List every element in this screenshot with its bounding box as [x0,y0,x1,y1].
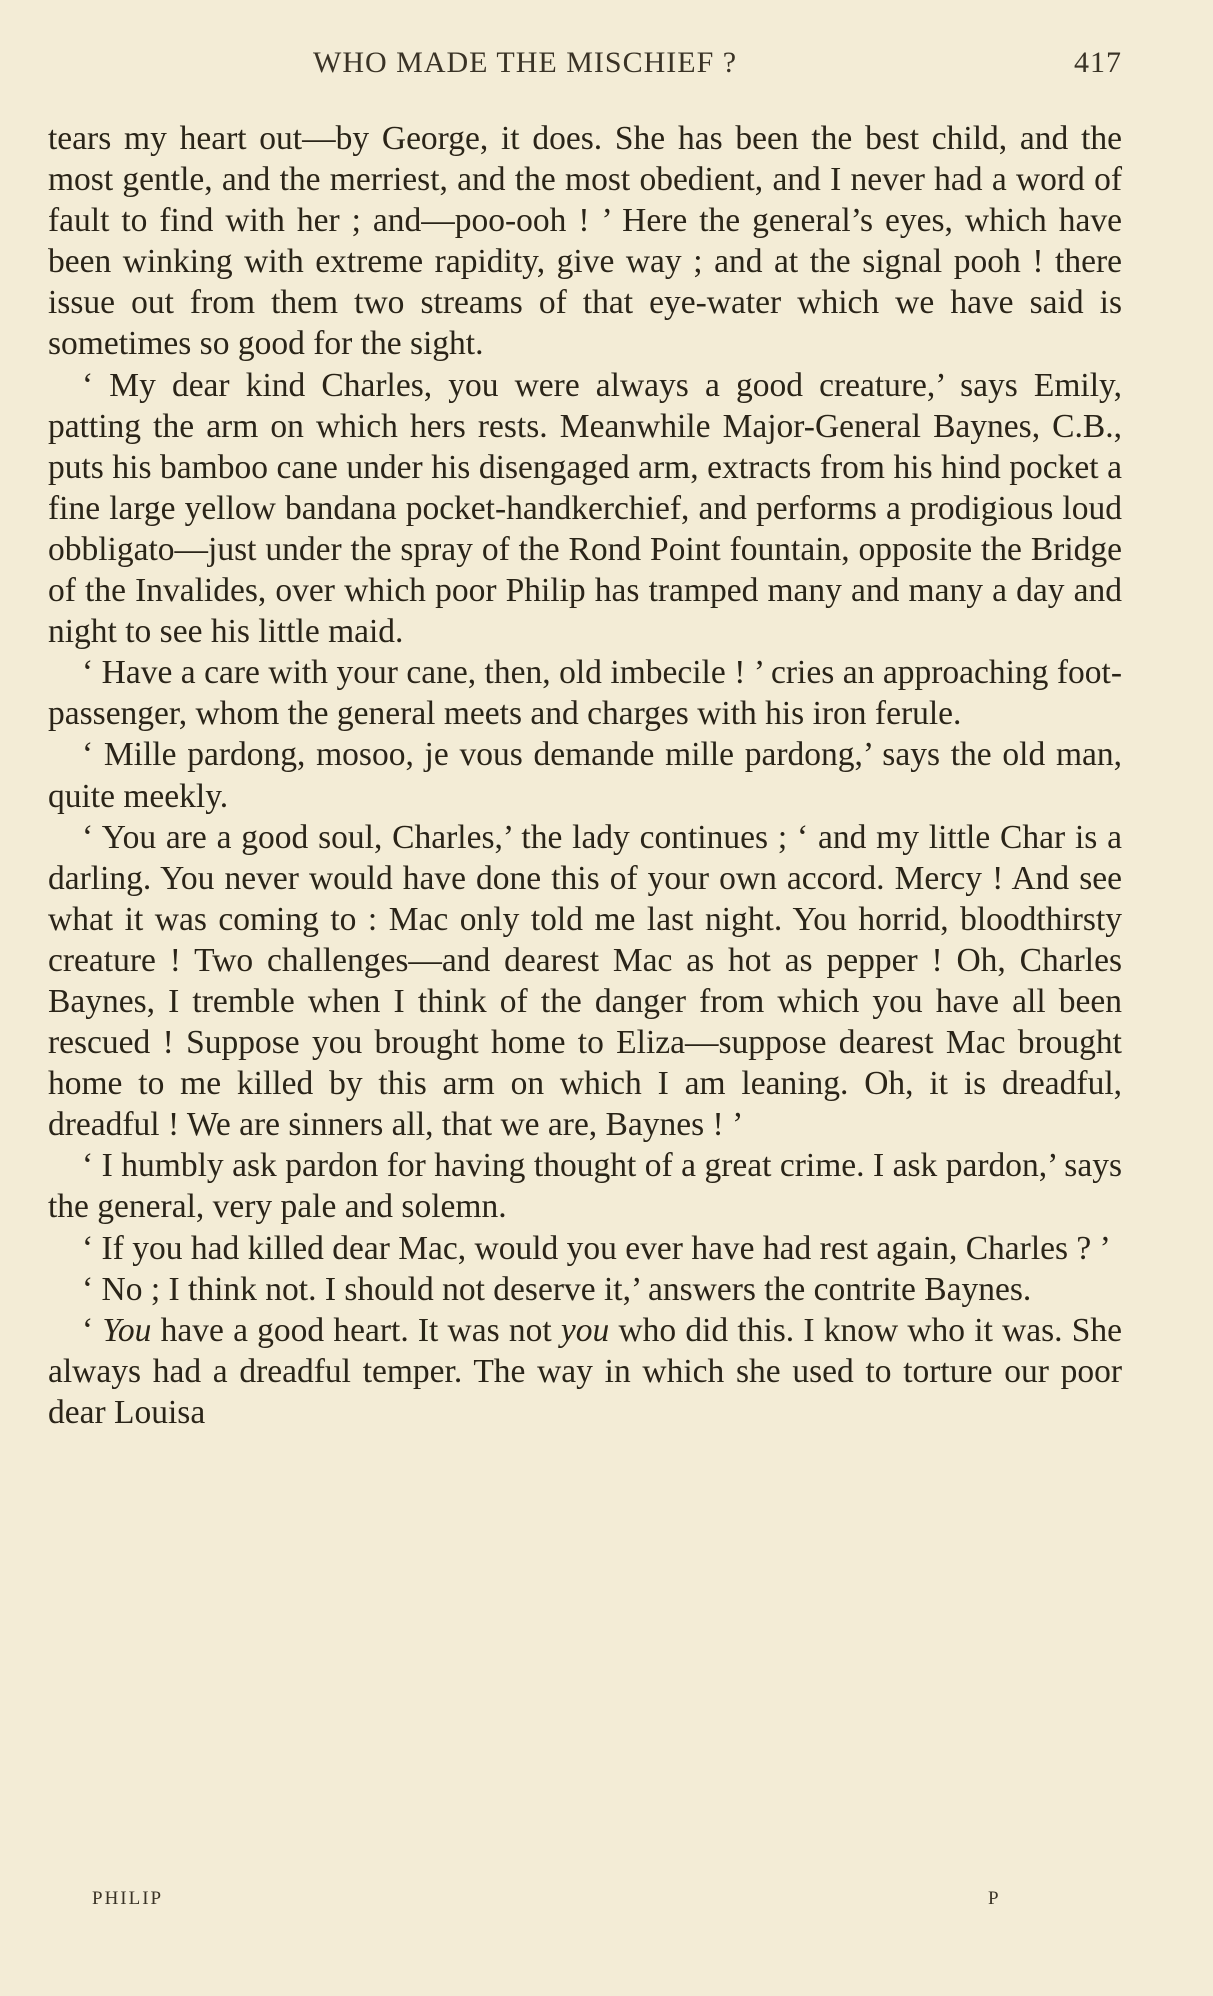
running-title: WHO MADE THE MISCHIEF ? [313,46,738,79]
text-run: ‘ If you had killed dear Mac, would you ever have had rest again, Charles ? ’ [82,1229,1111,1267]
text-run: ‘ Have a care with your cane, then, old imbecile ! ’ cries an approaching foot-passenger, whom the general meets and charges with his iron ferule. [48,654,1122,733]
text-run: ‘ My dear kind Charles, you were always a good creature,’ says Emily, patting the arm on which hers rests. Meanwhile Major-General Baynes, C.B., puts his bamboo cane under his disengaged arm, extracts from his hind pocket a fine large yellow bandana pocket-handkerchief, and performs a prodigious loud obbligato—just under the spray of the Rond Point fountain, opposite the Bridge of the Invalides, over which poor Philip has tramped many and many a day and night to see his little maid. [48,366,1122,651]
text-run: ‘ Mille pardong, mosoo, je vous demande mille pardong,’ says the old man, quite meekly. [48,736,1122,815]
text-run: ‘ [82,1311,103,1349]
page-footer [48,1888,1122,1918]
signature-mark-left: PHILIP [92,1888,164,1909]
paragraph [48,1228,1122,1269]
paragraph [48,1269,1122,1310]
text-run: ‘ No ; I think not. I should not deserve it,’ answers the contrite Baynes. [82,1270,1032,1308]
text-run: tears my heart out—by George, it does. She has been the best child, and the most gentle, and the merriest, and the most obedient, and I never had a word of fault to find with her ; and—poo-ooh ! ’ Here the general’s eyes, which have been winking with extreme rapidity, give way ; and at the signal pooh ! there issue out from them two streams of that eye-water which we have said is sometimes so good for the sight. [48,120,1122,363]
paragraph [48,1145,1122,1227]
text-run: who did this. I know who it was. She always had a dreadful temper. The way in which she used to torture our poor dear Louisa [48,1311,1123,1431]
paragraph [48,365,1122,653]
text-run: ‘ I humbly ask pardon for having thought of a great crime. I ask pardon,’ says the general, very pale and solemn. [48,1147,1122,1226]
paragraph [48,734,1122,816]
text-run: ‘ You are a good soul, Charles,’ the lady continues ; ‘ and my little Char is a darling. You never would have done this of your own accord. Mercy ! And see what it was coming to : Mac only told me last night. You horrid, bloodthirsty creature ! Two challenges—and dearest Mac as hot as pepper ! Oh, Charles Baynes, I tremble when I think of the danger from which you have all been rescued ! Suppose you brought home to Eliza—suppose dearest Mac brought home to me killed by this arm on which I am leaning. Oh, it is dreadful, dreadful ! We are sinners all, that we are, Baynes ! ’ [48,818,1122,1144]
paragraph [48,652,1122,734]
text-run: have a good heart. It was not [151,1311,561,1349]
paragraph [48,1310,1122,1433]
body-text [48,118,1122,1433]
italic-text: You [102,1311,152,1349]
paragraph [48,817,1122,1146]
running-header [48,46,1122,86]
paragraph [48,118,1122,365]
page-number: 417 [1074,46,1122,79]
italic-text: you [560,1311,610,1349]
signature-mark-right: P [988,1888,1001,1909]
